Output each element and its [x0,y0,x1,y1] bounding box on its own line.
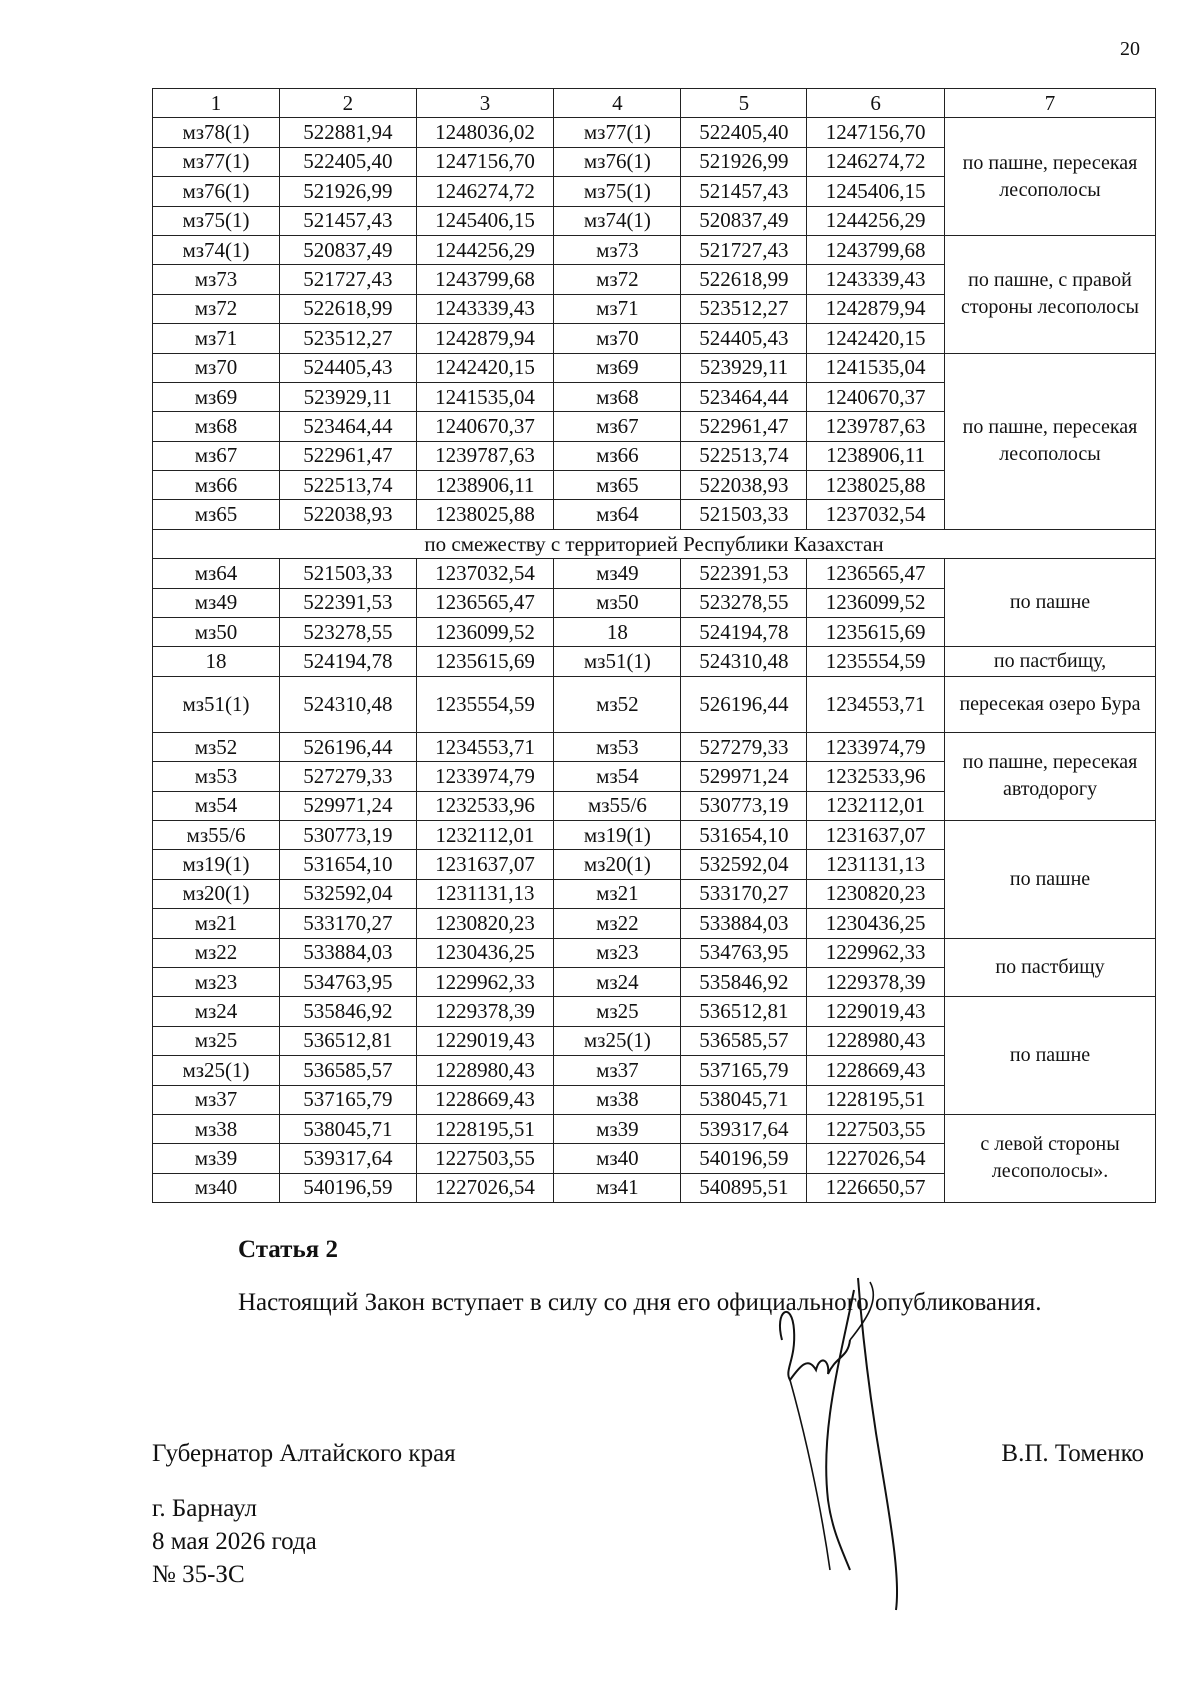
table-cell: мз70 [554,324,681,353]
article-title: Статья 2 [238,1236,338,1263]
table-row [153,1114,1156,1143]
table-span-row [153,529,1156,558]
table-cell: 524310,48 [279,676,416,732]
table-cell: мз24 [554,967,681,996]
table-cell: мз64 [554,500,681,529]
table-cell: 1237032,54 [416,559,554,588]
date: 8 мая 2026 года [152,1528,317,1555]
table-cell: 540196,59 [681,1144,807,1173]
table-cell: 522391,53 [681,559,807,588]
table-cell: 1235554,59 [416,676,554,732]
table-cell: 530773,19 [681,791,807,820]
table-cell: 521503,33 [681,500,807,529]
table-cell: мз55/6 [554,791,681,820]
table-cell: 1241535,04 [416,382,554,411]
table-cell: мз23 [153,967,280,996]
table-cell: 529971,24 [279,791,416,820]
table-cell: 534763,95 [681,938,807,967]
table-cell: 522405,40 [279,147,416,176]
table-cell: мз68 [153,412,280,441]
table-cell: мз41 [554,1173,681,1202]
city: г. Барнаул [152,1495,257,1522]
table-cell: мз23 [554,938,681,967]
table-cell: 1228195,51 [416,1114,554,1143]
coordinates-table [152,88,1156,1203]
table-cell: 522038,93 [279,500,416,529]
table-cell: мз77(1) [554,118,681,147]
table-cell: 523512,27 [279,324,416,353]
table-cell: 1238906,11 [807,441,945,470]
column-header: 5 [681,89,807,118]
table-cell: 524405,43 [681,324,807,353]
table-cell: 1232112,01 [807,791,945,820]
table-cell: мз72 [153,294,280,323]
table-cell: 521457,43 [279,206,416,235]
column-header: 7 [945,89,1156,118]
table-cell: 1232533,96 [807,762,945,791]
signature-row [152,1440,1144,1468]
table-cell: мз19(1) [153,850,280,879]
table-cell: 535846,92 [279,997,416,1026]
table-cell: мз40 [554,1144,681,1173]
place-date-block [152,1492,317,1591]
column-header: 4 [554,89,681,118]
boundary-description: по пастбищу, [945,647,1156,676]
table-cell: 537165,79 [279,1085,416,1114]
signer-name: В.П. Томенко [1001,1440,1144,1467]
table-cell: 538045,71 [279,1114,416,1143]
table-cell: 540196,59 [279,1173,416,1202]
table-cell: 524194,78 [681,618,807,647]
table-cell: мз50 [554,588,681,617]
table-cell: мз25 [554,997,681,1026]
table-cell: 1233974,79 [416,762,554,791]
table-cell: 538045,71 [681,1085,807,1114]
table-cell: 522618,99 [681,265,807,294]
table-cell: 1227026,54 [416,1173,554,1202]
table-cell: 1231637,07 [416,850,554,879]
table-cell: 1238906,11 [416,471,554,500]
table-cell: 521727,43 [279,265,416,294]
table-cell: 1230820,23 [416,909,554,938]
table-cell: мз20(1) [554,850,681,879]
table-cell: 540895,51 [681,1173,807,1202]
table-cell: 1227026,54 [807,1144,945,1173]
table-cell: 1239787,63 [416,441,554,470]
table-cell: 1240670,37 [807,382,945,411]
table-cell: 1230820,23 [807,879,945,908]
table-cell: мз39 [554,1114,681,1143]
table-cell: мз25(1) [153,1056,280,1085]
table-cell: 1235615,69 [807,618,945,647]
table-cell: 520837,49 [279,235,416,264]
table-cell: мз25(1) [554,1026,681,1055]
table-cell: мз76(1) [554,147,681,176]
table-cell: 522513,74 [279,471,416,500]
table-cell: 1245406,15 [416,206,554,235]
table-cell: мз38 [554,1085,681,1114]
table-cell: мз54 [153,791,280,820]
table-cell: 521457,43 [681,177,807,206]
table-cell: мз49 [554,559,681,588]
table-cell: 1236565,47 [807,559,945,588]
table-cell: мз67 [554,412,681,441]
table-cell: 532592,04 [279,879,416,908]
table-cell: 539317,64 [681,1114,807,1143]
boundary-description: по пашне, пересекая лесополосы [945,353,1156,529]
boundary-description: по пашне [945,820,1156,938]
table-cell: мз65 [153,500,280,529]
column-header: 3 [416,89,554,118]
table-cell: мз68 [554,382,681,411]
table-cell: 1242879,94 [416,324,554,353]
table-cell: 1228980,43 [807,1026,945,1055]
signer-position: Губернатор Алтайского края [152,1440,456,1467]
table-row [153,938,1156,967]
table-cell: мз20(1) [153,879,280,908]
table-cell: мз37 [554,1056,681,1085]
boundary-description: пересекая озеро Бура [945,676,1156,732]
table-cell: 529971,24 [681,762,807,791]
table-cell: 1241535,04 [807,353,945,382]
table-cell: мз66 [554,441,681,470]
table-cell: 531654,10 [681,820,807,849]
table-cell: мз25 [153,1026,280,1055]
table-cell: мз76(1) [153,177,280,206]
table-cell: 533884,03 [279,938,416,967]
table-cell: 526196,44 [681,676,807,732]
table-cell: 523929,11 [681,353,807,382]
table-cell: 1226650,57 [807,1173,945,1202]
table-cell: 1236099,52 [416,618,554,647]
table-cell: мз74(1) [153,235,280,264]
table-cell: мз71 [153,324,280,353]
table-cell: мз71 [554,294,681,323]
table-cell: 1231637,07 [807,820,945,849]
table-cell: 522513,74 [681,441,807,470]
table-cell: 1235615,69 [416,647,554,676]
table-cell: 1243799,68 [416,265,554,294]
table-cell: 524310,48 [681,647,807,676]
table-cell: 1242879,94 [807,294,945,323]
table-cell: 523512,27 [681,294,807,323]
boundary-description: по пашне, пересекая лесополосы [945,118,1156,236]
table-cell: 1244256,29 [807,206,945,235]
table-row [153,820,1156,849]
table-cell: 536512,81 [279,1026,416,1055]
table-cell: 535846,92 [681,967,807,996]
table-cell: 1229962,33 [807,938,945,967]
table-cell: мз55/6 [153,820,280,849]
table-cell: мз75(1) [554,177,681,206]
table-cell: 1233974,79 [807,732,945,761]
table-cell: 1230436,25 [807,909,945,938]
table-cell: 534763,95 [279,967,416,996]
table-cell: мз73 [153,265,280,294]
boundary-description: по пастбищу [945,938,1156,997]
table-cell: мз77(1) [153,147,280,176]
table-cell: мз75(1) [153,206,280,235]
table-cell: мз69 [554,353,681,382]
table-cell: 1240670,37 [416,412,554,441]
table-cell: 530773,19 [279,820,416,849]
table-cell: мз72 [554,265,681,294]
table-cell: 1247156,70 [807,118,945,147]
table-row [153,997,1156,1026]
table-cell: 523464,44 [681,382,807,411]
table-row [153,676,1156,732]
table-cell: 523278,55 [681,588,807,617]
law-number: № 35-ЗС [152,1561,245,1588]
table-cell: мз67 [153,441,280,470]
table-cell: 1247156,70 [416,147,554,176]
handwritten-signature [770,1270,960,1620]
table-cell: мз21 [554,879,681,908]
boundary-description: по пашне, пересекая автодорогу [945,732,1156,820]
table-row [153,732,1156,761]
table-cell: мз70 [153,353,280,382]
table-cell: 18 [554,618,681,647]
table-cell: 1237032,54 [807,500,945,529]
table-row [153,235,1156,264]
table-cell: 1227503,55 [416,1144,554,1173]
table-cell: 522038,93 [681,471,807,500]
table-cell: мз78(1) [153,118,280,147]
table-cell: мз49 [153,588,280,617]
table-cell: 526196,44 [279,732,416,761]
table-cell: 522961,47 [681,412,807,441]
table-cell: мз21 [153,909,280,938]
table-cell: 1228669,43 [416,1085,554,1114]
table-row [153,118,1156,147]
table-row [153,559,1156,588]
table-cell: 1242420,15 [416,353,554,382]
table-cell: 524194,78 [279,647,416,676]
table-cell: 533170,27 [279,909,416,938]
table-cell: мз19(1) [554,820,681,849]
table-cell: мз66 [153,471,280,500]
boundary-description: по пашне [945,997,1156,1115]
table-cell: 1234553,71 [807,676,945,732]
table-cell: 1242420,15 [807,324,945,353]
table-cell: 1236565,47 [416,588,554,617]
table-cell: 523464,44 [279,412,416,441]
table-header-row [153,89,1156,118]
table-cell: 1229019,43 [807,997,945,1026]
table-cell: мз52 [554,676,681,732]
table-cell: 1243339,43 [416,294,554,323]
table-cell: 536585,57 [279,1056,416,1085]
boundary-description: по пашне, с правой стороны лесополосы [945,235,1156,353]
table-cell: 521926,99 [279,177,416,206]
table-cell: мз51(1) [153,676,280,732]
table-cell: 1228669,43 [807,1056,945,1085]
table-cell: 1231131,13 [416,879,554,908]
table-cell: 523929,11 [279,382,416,411]
table-cell: 1229378,39 [807,967,945,996]
table-cell: 1229378,39 [416,997,554,1026]
table-cell: 527279,33 [279,762,416,791]
table-cell: 539317,64 [279,1144,416,1173]
table-cell: 1236099,52 [807,588,945,617]
table-cell: 523278,55 [279,618,416,647]
table-cell: мз53 [554,732,681,761]
table-cell: 537165,79 [681,1056,807,1085]
table-cell: мз38 [153,1114,280,1143]
table-cell: 1243339,43 [807,265,945,294]
table-cell: 532592,04 [681,850,807,879]
table-cell: 1231131,13 [807,850,945,879]
table-cell: 522391,53 [279,588,416,617]
table-cell: мз74(1) [554,206,681,235]
table-cell: мз22 [153,938,280,967]
table-cell: 1228195,51 [807,1085,945,1114]
table-cell: 522881,94 [279,118,416,147]
table-cell: 521727,43 [681,235,807,264]
table-cell: 522961,47 [279,441,416,470]
table-cell: 1248036,02 [416,118,554,147]
boundary-description: с левой стороны лесополосы». [945,1114,1156,1202]
table-cell: мз37 [153,1085,280,1114]
table-cell: мз69 [153,382,280,411]
table-cell: мз52 [153,732,280,761]
table-cell: 521926,99 [681,147,807,176]
table-cell: 536512,81 [681,997,807,1026]
table-cell: 1232533,96 [416,791,554,820]
table-cell: 1230436,25 [416,938,554,967]
table-cell: 1234553,71 [416,732,554,761]
table-row [153,647,1156,676]
table-cell: 1243799,68 [807,235,945,264]
table-cell: мз65 [554,471,681,500]
table-cell: мз39 [153,1144,280,1173]
table-cell: 533884,03 [681,909,807,938]
table-cell: 1238025,88 [807,471,945,500]
table-cell: 524405,43 [279,353,416,382]
table-cell: 536585,57 [681,1026,807,1055]
column-header: 6 [807,89,945,118]
table-cell: мз73 [554,235,681,264]
table-cell: 1238025,88 [416,500,554,529]
table-cell: 1246274,72 [807,147,945,176]
table-cell: мз22 [554,909,681,938]
table-cell: 1235554,59 [807,647,945,676]
table-cell: 1244256,29 [416,235,554,264]
table-cell: 522618,99 [279,294,416,323]
table-cell: 1246274,72 [416,177,554,206]
table-cell: 1229019,43 [416,1026,554,1055]
table-cell: мз40 [153,1173,280,1202]
table-cell: 1232112,01 [416,820,554,849]
boundary-description: по пашне [945,559,1156,647]
table-cell: 1228980,43 [416,1056,554,1085]
table-row [153,353,1156,382]
table-cell: 1229962,33 [416,967,554,996]
table-cell: 18 [153,647,280,676]
column-header: 1 [153,89,280,118]
table-cell: 1227503,55 [807,1114,945,1143]
table-cell: мз54 [554,762,681,791]
table-cell: мз24 [153,997,280,1026]
table-cell: мз51(1) [554,647,681,676]
article-text: Настоящий Закон вступает в силу со дня его официального опубликования. [238,1289,1042,1316]
table-cell: 521503,33 [279,559,416,588]
table-cell: 1239787,63 [807,412,945,441]
table-cell: 1245406,15 [807,177,945,206]
page-number: 20 [1120,38,1140,60]
table-cell: 527279,33 [681,732,807,761]
table-cell: 522405,40 [681,118,807,147]
table-cell: 531654,10 [279,850,416,879]
table-cell: 533170,27 [681,879,807,908]
table-cell: мз64 [153,559,280,588]
boundary-note: по смежеству с территорией Республики Казахстан [153,529,1156,558]
table-cell: мз53 [153,762,280,791]
table-cell: 520837,49 [681,206,807,235]
column-header: 2 [279,89,416,118]
table-cell: мз50 [153,618,280,647]
